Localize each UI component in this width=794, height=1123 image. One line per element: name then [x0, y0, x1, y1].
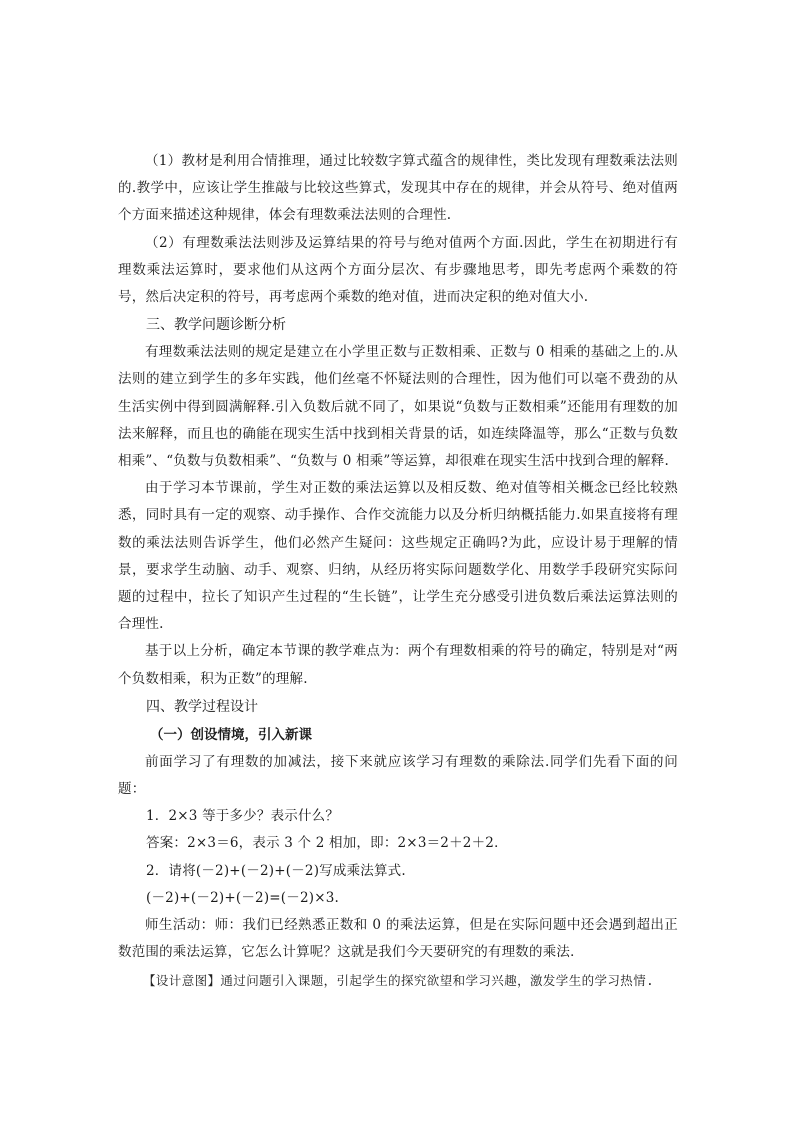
paragraph-textbook-reasoning: （1）教材是利用合情推理，通过比较数字算式蕴含的规律性，类比发现有理数乘法法则的.教学中，应该让学生推敲与比较这些算式，发现其中存在的规律，并会从符号、绝对值两个方面来描述这种规律，体会有理数乘法法则的合理性.	[118, 153, 678, 224]
section-heading-process-design: 四、教学过程设计	[146, 698, 258, 715]
answer-1: 答案：2×3＝6，表示 3 个 2 相加，即：2×3＝2＋2＋2．	[146, 835, 508, 852]
question-2: 2．请将(－2)+(－2)+(－2)写成乘法算式.	[146, 862, 406, 879]
paragraph-teaching-difficulty: 基于以上分析，确定本节课的教学难点为：两个有理数相乘的符号的确定，特别是对“两个负数相乘，积为正数”的理解.	[118, 643, 678, 687]
document-page	[118, 148, 678, 994]
paragraph-sign-and-absolute-value: （2）有理数乘法法则涉及运算结果的符号与绝对值两个方面.因此，学生在初期进行有理数乘法运算时，要求他们从这两个方面分层次、有步骤地思考，即先考虑两个乘数的符号，然后决定积的符号，再考虑两个乘数的绝对值，进而决定积的绝对值大小.	[118, 234, 678, 306]
section-heading-diagnosis: 三、教学问题诊断分析	[146, 317, 286, 334]
answer-2: (－2)+(－2)+(－2)=(－2)×3.	[146, 889, 340, 906]
paragraph-intro-question: 前面学习了有理数的加减法，接下来就应该学习有理数的乘除法.同学们先看下面的问题：	[118, 753, 678, 798]
design-intent-note: 【设计意图】通过问题引入课题，引起学生的探究欲望和学习兴趣，激发学生的学习热情.	[143, 973, 655, 989]
subheading-create-situation: （一）创设情境，引入新课	[150, 726, 312, 743]
question-1: 1．2×3 等于多少？表示什么？	[146, 808, 340, 825]
paragraph-student-background: 由于学习本节课前，学生对正数的乘法运算以及相反数、绝对值等相关概念已经比较熟悉，同时具有一定的观察、动手操作、合作交流能力以及分析归纳概括能力.如果直接将有理数的乘法法则告诉学生，他们必然产生疑问：这些规定正确吗?为此，应设计易于理解的情景，要求学生动脑、动手、观察、归纳，从经历将实际问题数学化、用数学手段研究实际问题的过程中，拉长了知识产生过程的“生长链”，让学生充分感受引进负数后乘法运算法则的合理性.	[118, 480, 678, 633]
paragraph-rule-foundation: 有理数乘法法则的规定是建立在小学里正数与正数相乘、正数与 0 相乘的基础之上的.从法则的建立到学生的多年实践，他们丝毫不怀疑法则的合理性，因为他们可以毫不费劲的从生活实例中得到圆满解释.引入负数后就不同了，如果说“负数与正数相乘”还能用有理数的加法来解释，而且也的确能在现实生活中找到相关背景的话，如连续降温等，那么“正数与负数相乘”、“负数与负数相乘”、“负数与 0 相乘”等运算，却很难在现实生活中找到合理的解释.	[118, 344, 678, 470]
paragraph-teacher-student-activity: 师生活动：师：我们已经熟悉正数和 0 的乘法运算，但是在实际问题中还会遇到超出正数范围的乘法运算，它怎么计算呢？这就是我们今天要研究的有理数的乘法．	[118, 917, 678, 961]
